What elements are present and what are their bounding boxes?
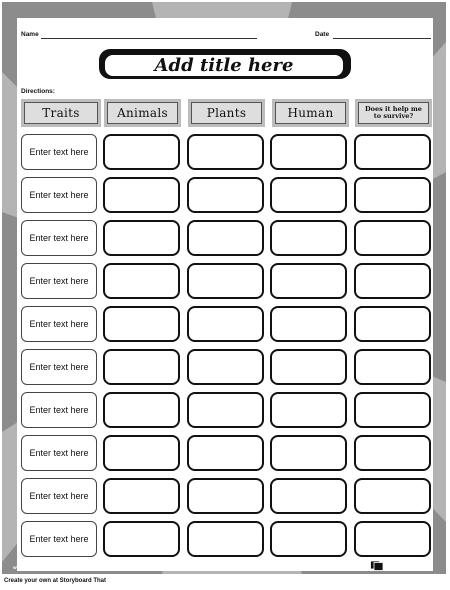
survive-cell[interactable]	[354, 134, 431, 170]
human-cell[interactable]	[270, 478, 347, 514]
human-cell[interactable]	[270, 521, 347, 557]
human-cell[interactable]	[270, 220, 347, 256]
plants-cell[interactable]	[187, 220, 264, 256]
plants-cell[interactable]	[187, 177, 264, 213]
plants-cell[interactable]	[187, 435, 264, 471]
plants-cell[interactable]	[187, 478, 264, 514]
plants-cell[interactable]	[187, 349, 264, 385]
worksheet-frame	[2, 2, 446, 574]
survive-cell[interactable]	[354, 521, 431, 557]
survive-cell[interactable]	[354, 177, 431, 213]
header-plants: Plants	[188, 99, 265, 127]
header-traits: Traits	[21, 99, 101, 127]
storyboard-logo-icon	[370, 560, 384, 571]
human-cell[interactable]	[270, 177, 347, 213]
credit-text[interactable]: Create your own at Storyboard That	[4, 578, 107, 584]
name-line[interactable]	[41, 38, 257, 39]
header-survive: Does it help me to survive?	[355, 99, 432, 127]
plants-cell[interactable]	[187, 306, 264, 342]
trait-cell[interactable]: Enter text here	[21, 392, 97, 428]
human-cell[interactable]	[270, 306, 347, 342]
footer-url[interactable]: www.storyboardthat.com	[13, 565, 67, 570]
animals-cell[interactable]	[103, 349, 180, 385]
directions-label: Directions:	[21, 88, 55, 95]
trait-cell[interactable]: Enter text here	[21, 306, 97, 342]
brand-name: Storyboard	[384, 561, 425, 570]
worksheet-page	[17, 18, 433, 571]
trait-cell[interactable]: Enter text here	[21, 220, 97, 256]
animals-cell[interactable]	[103, 134, 180, 170]
human-cell[interactable]	[270, 263, 347, 299]
survive-cell[interactable]	[354, 220, 431, 256]
animals-cell[interactable]	[103, 220, 180, 256]
animals-cell[interactable]	[103, 306, 180, 342]
plants-cell[interactable]	[187, 521, 264, 557]
trait-cell[interactable]: Enter text here	[21, 521, 97, 557]
survive-cell[interactable]	[354, 392, 431, 428]
date-line[interactable]	[333, 38, 431, 39]
animals-cell[interactable]	[103, 177, 180, 213]
name-label: Name	[21, 31, 39, 38]
survive-cell[interactable]	[354, 478, 431, 514]
trait-cell[interactable]: Enter text here	[21, 435, 97, 471]
header-human: Human	[272, 99, 349, 127]
trait-cell[interactable]: Enter text here	[21, 263, 97, 299]
survive-cell[interactable]	[354, 349, 431, 385]
survive-cell[interactable]	[354, 435, 431, 471]
animals-cell[interactable]	[103, 263, 180, 299]
plants-cell[interactable]	[187, 134, 264, 170]
trait-cell[interactable]: Enter text here	[21, 349, 97, 385]
trait-cell[interactable]: Enter text here	[21, 478, 97, 514]
survive-cell[interactable]	[354, 306, 431, 342]
trait-cell[interactable]: Enter text here	[21, 177, 97, 213]
header-animals: Animals	[104, 99, 181, 127]
human-cell[interactable]	[270, 392, 347, 428]
animals-cell[interactable]	[103, 478, 180, 514]
plants-cell[interactable]	[187, 392, 264, 428]
storyboard-logo[interactable]	[370, 560, 424, 571]
date-label: Date	[315, 31, 330, 38]
survive-cell[interactable]	[354, 263, 431, 299]
human-cell[interactable]	[270, 435, 347, 471]
animals-cell[interactable]	[103, 435, 180, 471]
plants-cell[interactable]	[187, 263, 264, 299]
animals-cell[interactable]	[103, 392, 180, 428]
human-cell[interactable]	[270, 349, 347, 385]
trait-cell[interactable]: Enter text here	[21, 134, 97, 170]
animals-cell[interactable]	[103, 521, 180, 557]
worksheet-title[interactable]: Add title here	[103, 53, 345, 78]
human-cell[interactable]	[270, 134, 347, 170]
